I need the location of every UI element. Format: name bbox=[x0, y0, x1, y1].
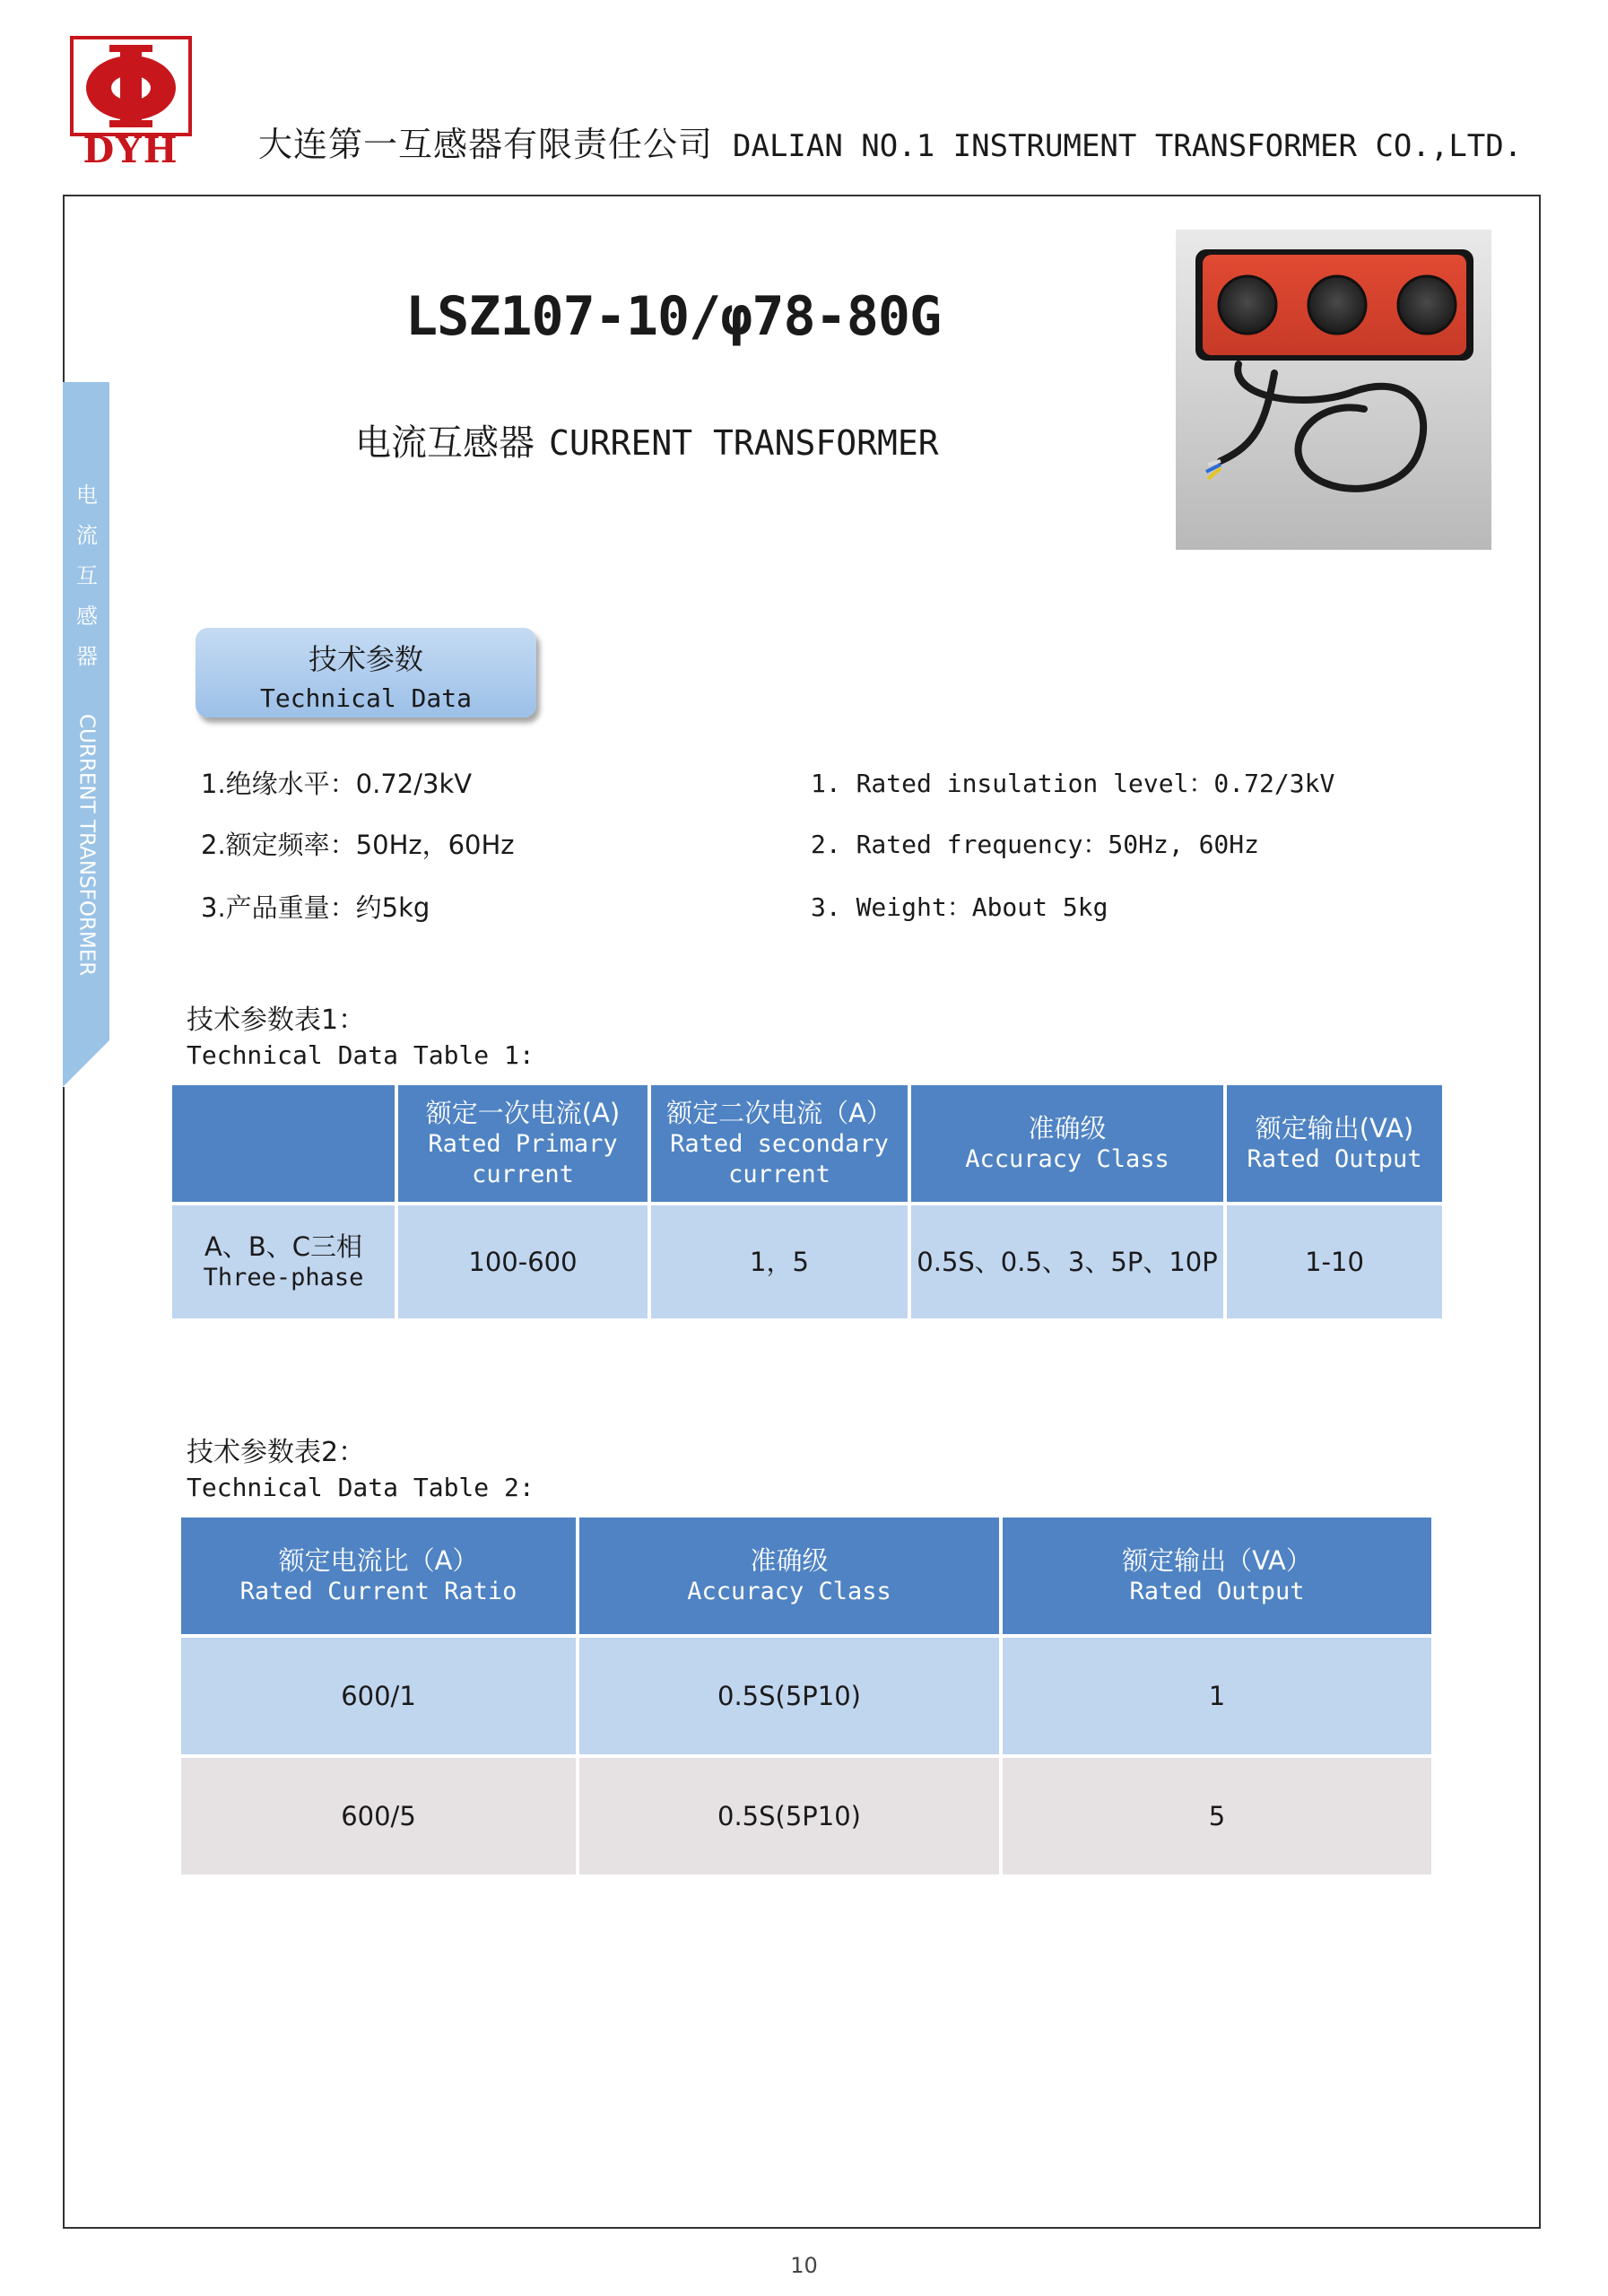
spec-en-1: 1. Rated insulation level：0.72/3kV bbox=[811, 769, 1335, 798]
table1-header-accuracy bbox=[909, 1083, 1225, 1204]
table1-header-secondary bbox=[649, 1083, 909, 1204]
table1-cell-phase-cn: A、B、C三相 bbox=[204, 1231, 362, 1262]
table2-cell-output: 5 bbox=[1001, 1756, 1433, 1876]
product-model: LSZ107-10/φ78-80G bbox=[405, 285, 942, 348]
technical-data-table-2 bbox=[178, 1514, 1435, 1878]
table2-header-output-en: Rated Output bbox=[1129, 1578, 1305, 1606]
table1-header-primary bbox=[396, 1083, 649, 1204]
side-tab-char: 互 bbox=[76, 563, 98, 588]
company-name-en: DALIAN NO.1 INSTRUMENT TRANSFORMER CO.,LTD. bbox=[733, 128, 1523, 164]
side-tab-corner bbox=[63, 1040, 109, 1087]
table2-label-cn: 技术参数表2： bbox=[187, 1437, 366, 1468]
table2-cell-accuracy: 0.5S(5P10) bbox=[578, 1636, 1001, 1756]
table1-header-accuracy-en: Accuracy Class bbox=[965, 1145, 1169, 1174]
technical-data-badge bbox=[196, 628, 536, 718]
badge-label-en: Technical Data bbox=[259, 683, 472, 713]
table1-cell-accuracy: 0.5S、0.5、3、5P、10P bbox=[909, 1204, 1225, 1320]
table1-cell-secondary: 1，5 bbox=[649, 1204, 909, 1320]
table1-header-primary-en: Rated Primary current bbox=[428, 1130, 618, 1189]
table1-header-output-cn: 额定输出(VA) bbox=[1255, 1113, 1414, 1144]
table-row bbox=[170, 1204, 1444, 1320]
table2-cell-output: 1 bbox=[1001, 1636, 1433, 1756]
table1-cell-primary: 100-600 bbox=[396, 1204, 649, 1320]
table1-label-cn: 技术参数表1： bbox=[187, 1004, 366, 1036]
table2-cell-accuracy: 0.5S(5P10) bbox=[578, 1756, 1001, 1876]
table2-header-output bbox=[1001, 1516, 1433, 1636]
table1-label-en: Technical Data Table 1: bbox=[187, 1040, 535, 1070]
company-name bbox=[258, 117, 1522, 166]
table2-header-output-cn: 额定输出（VA） bbox=[1122, 1545, 1312, 1576]
table2-header-ratio-cn: 额定电流比（A） bbox=[278, 1545, 479, 1576]
table-row bbox=[179, 1756, 1433, 1876]
table2-header-accuracy-cn: 准确级 bbox=[750, 1545, 829, 1576]
spec-cn-2: 2.额定频率：50Hz，60Hz bbox=[201, 830, 515, 860]
product-type bbox=[355, 414, 939, 465]
company-logo bbox=[70, 36, 192, 170]
table1-header-blank bbox=[170, 1083, 396, 1204]
table1-header-secondary-cn: 额定二次电流（A） bbox=[666, 1098, 892, 1129]
side-tab-label-en: CURRENT TRANSFORMER bbox=[74, 714, 99, 977]
table1-header-row bbox=[170, 1083, 1444, 1204]
table2-header-ratio-en: Rated Current Ratio bbox=[239, 1578, 517, 1606]
side-tab-char: 器 bbox=[76, 644, 98, 669]
table1-header-output-en: Rated Output bbox=[1247, 1145, 1422, 1174]
table1-header-secondary-en: Rated secondary current bbox=[670, 1130, 889, 1189]
badge-label-cn: 技术参数 bbox=[308, 642, 423, 676]
product-type-en: CURRENT TRANSFORMER bbox=[549, 423, 939, 463]
table1-header-primary-cn: 额定一次电流(A) bbox=[425, 1098, 621, 1129]
table1-cell-phase-en: Three-phase bbox=[203, 1264, 364, 1292]
side-tab-label-cn bbox=[72, 475, 102, 677]
company-name-cn: 大连第一互感器有限责任公司 bbox=[258, 125, 714, 164]
side-tab-char: 电 bbox=[76, 483, 98, 508]
spec-en-2: 2. Rated frequency：50Hz, 60Hz bbox=[811, 830, 1260, 859]
product-photo bbox=[1176, 230, 1491, 550]
spec-en-3: 3. Weight：About 5kg bbox=[811, 892, 1108, 922]
table2-label-en: Technical Data Table 2: bbox=[187, 1473, 535, 1502]
table2-header-accuracy bbox=[578, 1516, 1001, 1636]
table1-header-accuracy-cn: 准确级 bbox=[1028, 1113, 1107, 1144]
spec-cn-1: 1.绝缘水平：0.72/3kV bbox=[201, 769, 473, 799]
product-type-cn: 电流互感器 bbox=[355, 422, 535, 464]
logo-text: DYH bbox=[83, 129, 179, 171]
table2-header-row bbox=[179, 1516, 1433, 1636]
table1-cell-output: 1-10 bbox=[1225, 1204, 1444, 1320]
table2-cell-ratio: 600/1 bbox=[179, 1636, 578, 1756]
table-row bbox=[179, 1636, 1433, 1756]
table1-cell-phase bbox=[170, 1204, 396, 1320]
table1-header-output bbox=[1225, 1083, 1444, 1204]
side-tab-char: 流 bbox=[76, 523, 98, 548]
table2-cell-ratio: 600/5 bbox=[179, 1756, 578, 1876]
page-number: 10 bbox=[790, 2253, 818, 2278]
table2-header-accuracy-en: Accuracy Class bbox=[687, 1578, 891, 1606]
side-tab-char: 感 bbox=[76, 604, 98, 629]
table2-header-ratio bbox=[179, 1516, 578, 1636]
technical-data-table-1 bbox=[169, 1082, 1446, 1322]
spec-cn-3: 3.产品重量：约5kg bbox=[201, 892, 430, 923]
